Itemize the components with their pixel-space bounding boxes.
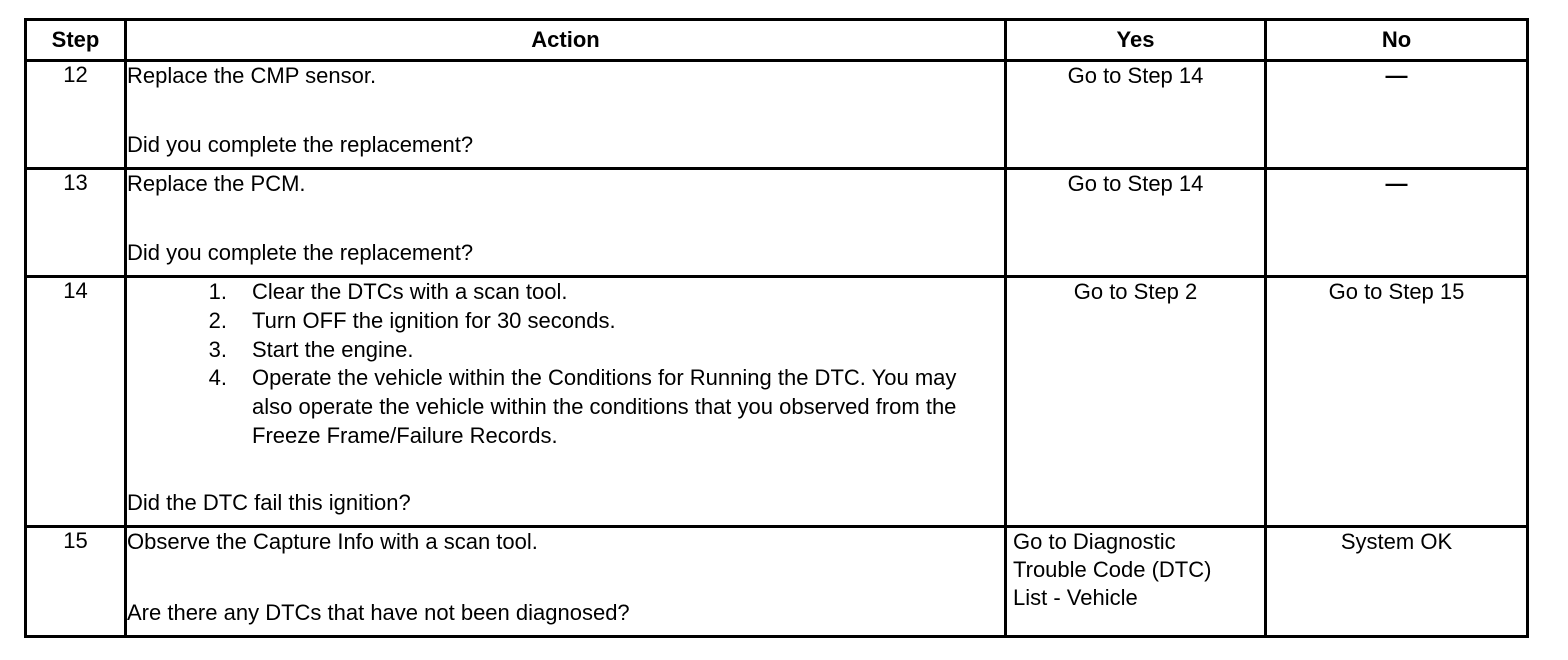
list-item [127,278,1004,307]
diagnostic-table-wrapper [24,18,1529,638]
action-cell [126,169,1006,277]
no-result: Go to Step 15 [1266,277,1528,527]
yes-result-line: List - Vehicle [1013,585,1138,610]
header-action: Action [126,20,1006,61]
action-instruction: Observe the Capture Info with a scan tool. [127,529,538,554]
yes-result-line: Trouble Code (DTC) [1013,557,1212,582]
substep-list [127,278,1004,451]
substep-number: 4. [208,365,227,391]
yes-result: Go to Step 14 [1006,61,1266,169]
substep-text: Start the engine. [252,336,414,362]
no-result: — [1266,169,1528,277]
list-item [127,307,1004,336]
table-header-row [26,20,1528,61]
substep-number: 1. [208,279,227,304]
action-question: Did the DTC fail this ignition? [127,490,411,515]
action-cell [126,527,1006,637]
action-instruction: Replace the CMP sensor. [127,63,377,88]
step-number: 14 [26,277,126,527]
substep-number: 3. [208,336,227,362]
list-item [127,364,1004,450]
no-result: — [1266,61,1528,169]
step-number: 13 [26,169,126,277]
header-no: No [1266,20,1528,61]
substep-number: 2. [208,307,227,333]
no-result: System OK [1266,527,1528,637]
table-row [26,61,1528,169]
table-row [26,277,1528,527]
substep-text: Turn OFF the ignition for 30 seconds. [252,307,616,333]
table-row [26,169,1528,277]
substep-text: Operate the vehicle within the Conditions for Running the DTC. You may also operate the vehicle within the conditions that you observed from the Freeze Frame/Failure Records. [252,365,957,448]
action-instruction: Replace the PCM. [127,171,306,196]
table-row [26,527,1528,637]
yes-result: Go to Step 2 [1006,277,1266,527]
yes-result: Go to Step 14 [1006,169,1266,277]
action-question: Did you complete the replacement? [127,240,474,265]
action-question: Are there any DTCs that have not been diagnosed? [127,600,630,625]
action-cell [126,277,1006,527]
substep-text: Clear the DTCs with a scan tool. [252,279,568,304]
list-item [127,336,1004,365]
diagnostic-table [24,18,1529,638]
action-cell [126,61,1006,169]
action-question: Did you complete the replacement? [127,132,474,157]
step-number: 12 [26,61,126,169]
header-yes: Yes [1006,20,1266,61]
yes-result [1006,527,1266,637]
step-number: 15 [26,527,126,637]
header-step: Step [26,20,126,61]
yes-result-line: Go to Diagnostic [1013,529,1176,554]
